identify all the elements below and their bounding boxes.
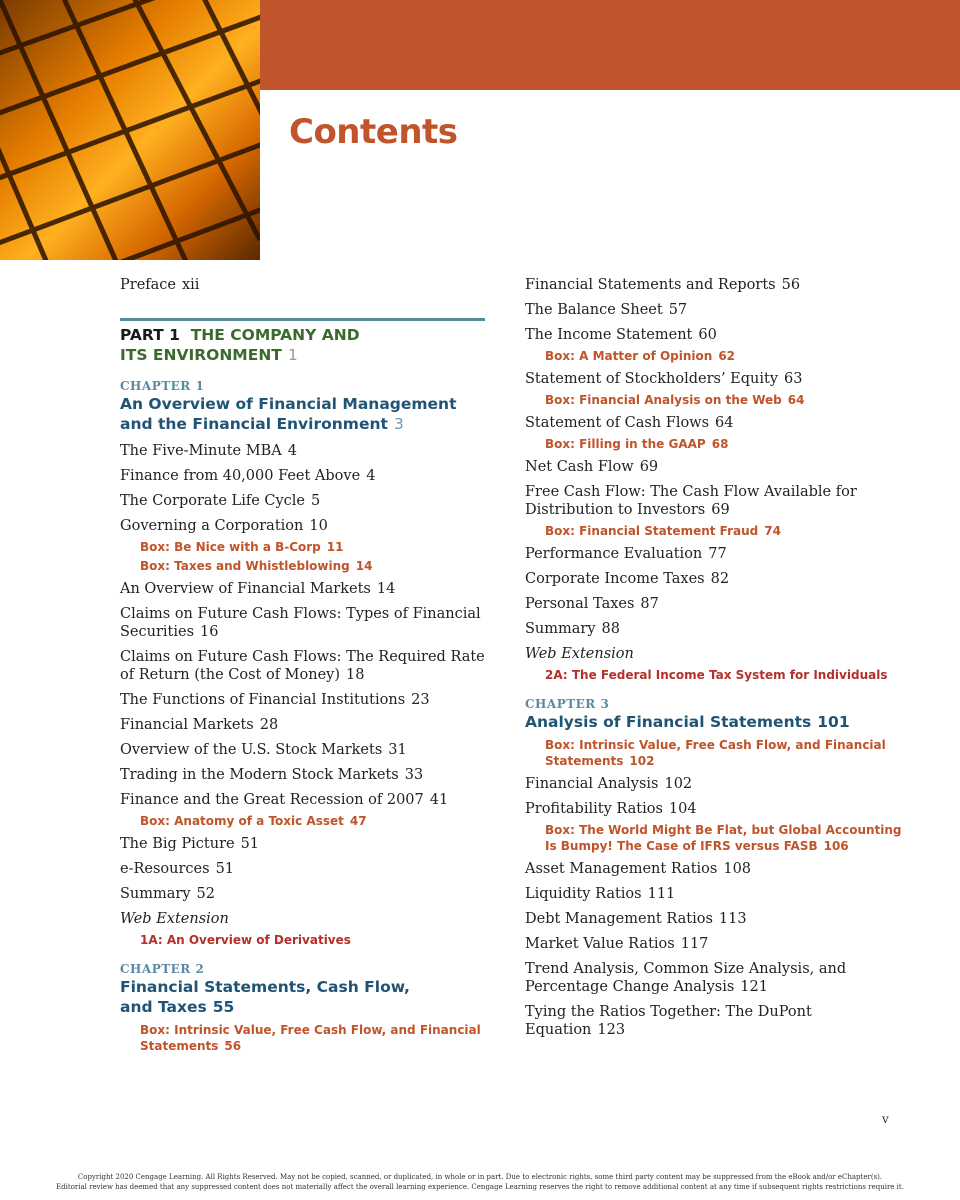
toc-entry[interactable]: Asset Management Ratios 108: [525, 861, 752, 877]
toc-entry[interactable]: Profitability Ratios 104: [525, 801, 697, 817]
toc-entry[interactable]: The Balance Sheet 57: [525, 302, 688, 318]
header-banner: [260, 0, 960, 90]
toc-entry-preface[interactable]: Preface xii: [120, 277, 200, 293]
toc-entry[interactable]: Summary 88: [525, 621, 620, 637]
toc-box-entry[interactable]: Box: Be Nice with a B-Corp 11: [140, 540, 344, 554]
toc-box-entry[interactable]: Box: Intrinsic Value, Free Cash Flow, and Financial Statements 56: [140, 1023, 481, 1053]
toc-entry[interactable]: Financial Statements and Reports 56: [525, 277, 801, 293]
toc-box-entry[interactable]: Box: A Matter of Opinion 62: [545, 349, 736, 363]
part-heading[interactable]: PART 1 THE COMPANY AND ITS ENVIRONMENT 1: [120, 318, 485, 365]
toc-entry[interactable]: e-Resources 51: [120, 861, 235, 877]
web-extension-label: Web Extension: [525, 646, 634, 662]
toc-entry[interactable]: Finance from 40,000 Feet Above 4: [120, 468, 376, 484]
chapter-label: CHAPTER 3: [525, 697, 610, 711]
cover-photo: [0, 0, 260, 260]
toc-entry[interactable]: Market Value Ratios 117: [525, 936, 709, 952]
toc-right-column: [525, 276, 905, 1046]
toc-box-entry[interactable]: Box: Financial Statement Fraud 74: [545, 524, 781, 538]
toc-entry[interactable]: Finance and the Great Recession of 2007 41: [120, 792, 449, 808]
copyright-footer: [0, 1172, 960, 1192]
toc-entry[interactable]: Trend Analysis, Common Size Analysis, and Percentage Change Analysis 121: [525, 961, 847, 995]
toc-entry[interactable]: Trading in the Modern Stock Markets 33: [120, 767, 424, 783]
toc-box-entry[interactable]: Box: Taxes and Whistleblowing 14: [140, 559, 373, 573]
toc-entry[interactable]: Statement of Cash Flows 64: [525, 415, 734, 431]
page-title: Contents: [289, 112, 458, 152]
toc-entry[interactable]: Performance Evaluation 77: [525, 546, 727, 562]
page-number: v: [882, 1112, 889, 1126]
footer-line-1: Copyright 2020 Cengage Learning. All Rights Reserved. May not be copied, scanned, or duplicated, in whole or in part. Due to electronic rights, some third party content may be suppressed from the eBook and/or eChapter(s).: [77, 1173, 883, 1181]
web-extension-label: Web Extension: [120, 911, 229, 927]
toc-box-entry[interactable]: Box: Financial Analysis on the Web 64: [545, 393, 805, 407]
toc-box-entry[interactable]: Box: The World Might Be Flat, but Global Accounting Is Bumpy! The Case of IFRS versus FASB 106: [545, 823, 902, 853]
toc-entry[interactable]: Claims on Future Cash Flows: The Required Rate of Return (the Cost of Money) 18: [120, 649, 485, 683]
toc-entry[interactable]: Personal Taxes 87: [525, 596, 659, 612]
toc-box-entry[interactable]: Box: Anatomy of a Toxic Asset 47: [140, 814, 367, 828]
chapter-title[interactable]: Analysis of Financial Statements 101: [525, 713, 850, 731]
toc-entry[interactable]: Statement of Stockholders’ Equity 63: [525, 371, 803, 387]
toc-entry[interactable]: The Five-Minute MBA 4: [120, 443, 297, 459]
footer-line-2: Editorial review has deemed that any suppressed content does not materially affect the overall learning experience. Cengage Learning reserves the right to remove additional content at any time if subsequent rights restrictions require it.: [56, 1183, 904, 1191]
toc-entry[interactable]: Liquidity Ratios 111: [525, 886, 676, 902]
toc-entry[interactable]: Summary 52: [120, 886, 215, 902]
web-extension-link[interactable]: 1A: An Overview of Derivatives: [140, 933, 351, 947]
chapter1-items: [120, 442, 485, 948]
chapter-title[interactable]: Financial Statements, Cash Flow, and Taxes 55: [120, 978, 410, 1016]
chapter-label: CHAPTER 1: [120, 379, 205, 393]
toc-box-entry[interactable]: Box: Filling in the GAAP 68: [545, 437, 729, 451]
toc-entry[interactable]: Tying the Ratios Together: The DuPont Equation 123: [525, 1004, 812, 1038]
toc-entry[interactable]: Free Cash Flow: The Cash Flow Available for Distribution to Investors 69: [525, 484, 857, 518]
chapter-title[interactable]: An Overview of Financial Management and the Financial Environment 3: [120, 395, 457, 433]
toc-entry[interactable]: Net Cash Flow 69: [525, 459, 659, 475]
toc-entry[interactable]: Governing a Corporation 10: [120, 518, 328, 534]
chapter-label: CHAPTER 2: [120, 962, 205, 976]
toc-entry[interactable]: Overview of the U.S. Stock Markets 31: [120, 742, 407, 758]
toc-entry[interactable]: Claims on Future Cash Flows: Types of Financial Securities 16: [120, 606, 481, 640]
toc-entry[interactable]: The Income Statement 60: [525, 327, 717, 343]
toc-left-column: [120, 276, 485, 1060]
toc-entry[interactable]: Financial Markets 28: [120, 717, 279, 733]
toc-box-entry[interactable]: Box: Intrinsic Value, Free Cash Flow, and Financial Statements 102: [545, 738, 886, 768]
toc-entry[interactable]: The Big Picture 51: [120, 836, 260, 852]
toc-entry[interactable]: An Overview of Financial Markets 14: [120, 581, 396, 597]
toc-entry[interactable]: Corporate Income Taxes 82: [525, 571, 730, 587]
toc-entry[interactable]: Financial Analysis 102: [525, 776, 693, 792]
toc-entry[interactable]: The Functions of Financial Institutions 23: [120, 692, 430, 708]
toc-entry[interactable]: Debt Management Ratios 113: [525, 911, 747, 927]
web-extension-link[interactable]: 2A: The Federal Income Tax System for Individuals: [545, 668, 888, 682]
toc-entry[interactable]: The Corporate Life Cycle 5: [120, 493, 321, 509]
